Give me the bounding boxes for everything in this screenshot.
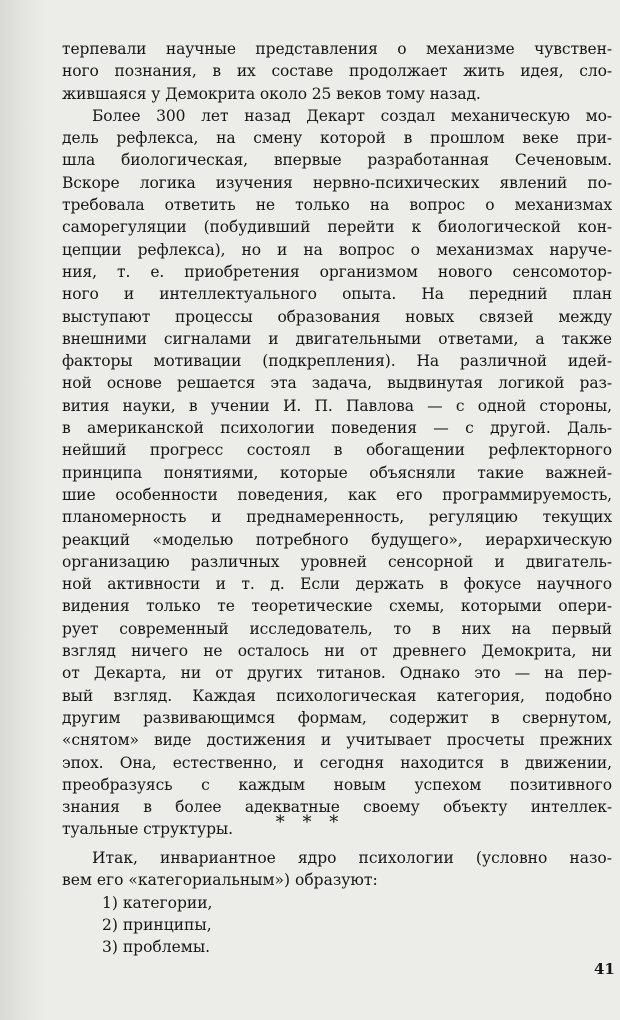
text-line: организацию различных уровней сенсорной и двигатель-	[62, 552, 612, 571]
text-line: принципа понятиями, которые объясняли такие важней-	[62, 463, 612, 482]
text-line: ния, т. е. приобретения организмом нового сенсомотор-	[62, 262, 612, 281]
text-line: саморегуляции (побудивший перейти к биологической кон-	[62, 218, 612, 237]
text-line: требовала ответить не только на вопрос о механизмах	[62, 196, 612, 215]
text-line: другим развивающимся формам, содержит в свернутом,	[62, 708, 612, 727]
section-separator: * * *	[275, 812, 345, 833]
text-line: планомерность и преднамеренность, регуляцию текущих	[62, 508, 612, 527]
text-line: Более 300 лет назад Декарт создал механическую мо-	[92, 106, 612, 125]
text-line: ного познания, в их составе продолжает жить идея, сло-	[62, 62, 612, 81]
text-line: дель рефлекса, на смену которой в прошлом веке при-	[62, 129, 612, 148]
text-line: внешними сигналами и двигательными ответами, а также	[62, 329, 612, 348]
text-line: вый взгляд. Каждая психологическая категория, подобно	[62, 686, 612, 705]
text-line: видения только те теоретические схемы, которыми опери-	[62, 597, 612, 616]
text-line: шла биологическая, впервые разработанная Сеченовым.	[62, 151, 612, 170]
closing-text	[62, 847, 612, 958]
text-line: ного и интеллектуального опыта. На передний план	[62, 285, 612, 304]
text-line: знания в более адекватные своему объекту интеллек-	[62, 798, 612, 817]
main-text	[62, 38, 612, 841]
text-line: рует современный исследователь, то в них на первый	[62, 619, 612, 638]
text-line: жившаяся у Демокрита около 25 веков тому назад.	[62, 84, 481, 103]
text-line: от Декарта, ни от других титанов. Однако это — на пер-	[62, 664, 612, 683]
list-item: 2) принципы,	[102, 915, 212, 934]
page-number: 41	[594, 960, 615, 978]
text-line: ной активности и т. д. Если держать в фокусе научного	[62, 575, 612, 594]
text-line: терпевали научные представления о механизме чувствен-	[62, 40, 612, 58]
list-item: 1) категории,	[102, 893, 213, 912]
text-line: Вскоре логика изучения нервно-психических явлений по-	[62, 173, 612, 192]
text-line: преобразуясь с каждым новым успехом позитивного	[62, 775, 612, 794]
text-line: ной основе решается эта задача, выдвинутая логикой раз-	[62, 374, 612, 393]
text-line: вем его «категориальным») образуют:	[62, 871, 378, 890]
text-line: туальные структуры.	[62, 820, 233, 839]
text-line: взгляд ничего не осталось ни от древнего Демокрита, ни	[62, 642, 612, 661]
text-line: Итак, инвариантное ядро психологии (условно назо-	[92, 849, 612, 867]
text-line: нейший прогресс состоял в обогащении рефлекторного	[62, 441, 612, 460]
text-line: «снятом» виде достижения и учитывает просчеты прежних	[62, 731, 612, 750]
text-line: в американской психологии поведения — с другой. Даль-	[62, 419, 612, 438]
text-line: вития науки, в учении И. П. Павлова — с одной стороны,	[62, 396, 612, 415]
text-line: цепции рефлекса), но и на вопрос о механизмах наруче-	[62, 240, 612, 259]
list-item: 3) проблемы.	[102, 938, 211, 957]
binding-shadow	[0, 0, 48, 1020]
text-line: эпох. Она, естественно, и сегодня находится в движении,	[62, 753, 612, 772]
text-line: шие особенности поведения, как его программируемость,	[62, 485, 612, 504]
text-line: выступают процессы образования новых связей между	[62, 307, 612, 326]
text-line: факторы мотивации (подкрепления). На различной идей-	[62, 352, 612, 371]
text-line: реакций «моделью потребного будущего», иерархическую	[62, 530, 612, 549]
